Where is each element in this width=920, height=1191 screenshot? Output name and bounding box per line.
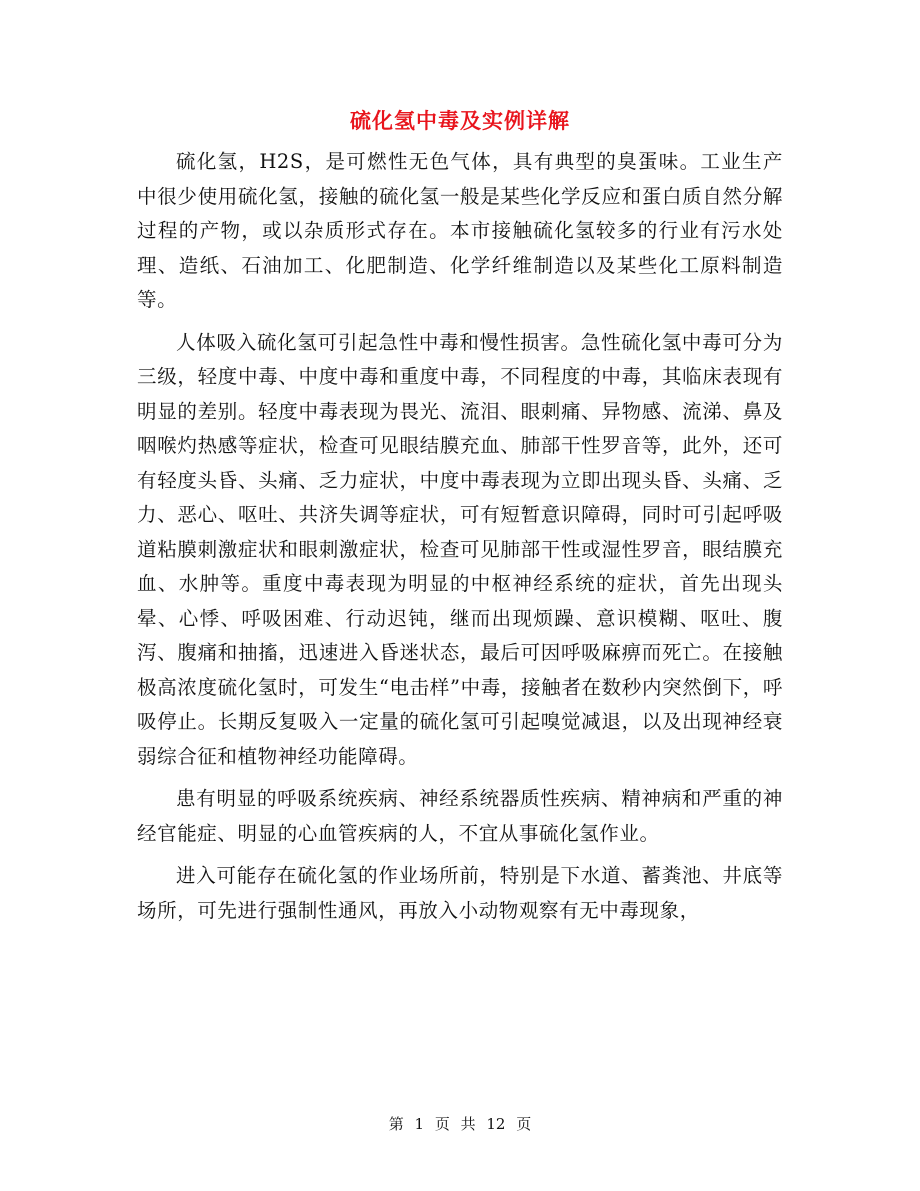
paragraph-1: 硫化氢，H2S，是可燃性无色气体，具有典型的臭蛋味。工业生产中很少使用硫化氢，接触的硫化氢一般是某些化学反应和蛋白质自然分解过程的产物，或以杂质形式存在。本市接触硫化氢较多的行业有污水处理、造纸、石油加工、化肥制造、化学纤维制造以及某些化工原料制造等。 — [137, 150, 783, 311]
document-body — [137, 145, 783, 936]
paragraph-4: 进入可能存在硫化氢的作业场所前，特别是下水道、蓄粪池、井底等场所，可先进行强制性通风，再放入小动物观察有无中毒现象， — [137, 864, 783, 922]
document-title: 硫化氢中毒及实例详解 — [350, 108, 570, 133]
page-number-footer: 第 1 页 共 12 页 — [388, 1115, 532, 1133]
paragraph-3: 患有明显的呼吸系统疾病、神经系统器质性疾病、精神病和严重的神经官能症、明显的心血管疾病的人，不宜从事硫化氢作业。 — [137, 787, 783, 845]
paragraph-2: 人体吸入硫化氢可引起急性中毒和慢性损害。急性硫化氢中毒可分为三级，轻度中毒、中度中毒和重度中毒，不同程度的中毒，其临床表现有明显的差别。轻度中毒表现为畏光、流泪、眼刺痛、异物感、流涕、鼻及咽喉灼热感等症状，检查可见眼结膜充血、肺部干性罗音等，此外，还可有轻度头昏、头痛、乏力症状，中度中毒表现为立即出现头昏、头痛、乏力、恶心、呕吐、共济失调等症状，可有短暂意识障碍，同时可引起呼吸道粘膜刺激症状和眼刺激症状，检查可见肺部干性或湿性罗音，眼结膜充血、水肿等。重度中毒表现为明显的中枢神经系统的症状，首先出现头晕、心悸、呼吸困难、行动迟钝，继而出现烦躁、意识模糊、呕吐、腹泻、腹痛和抽搐，迅速进入昏迷状态，最后可因呼吸麻痹而死亡。在接触极高浓度硫化氢时，可发生“电击样”中毒，接触者在数秒内突然倒下，呼吸停止。长期反复吸入一定量的硫化氢可引起嗅觉减退，以及出现神经衰弱综合征和植物神经功能障碍。 — [137, 330, 783, 768]
